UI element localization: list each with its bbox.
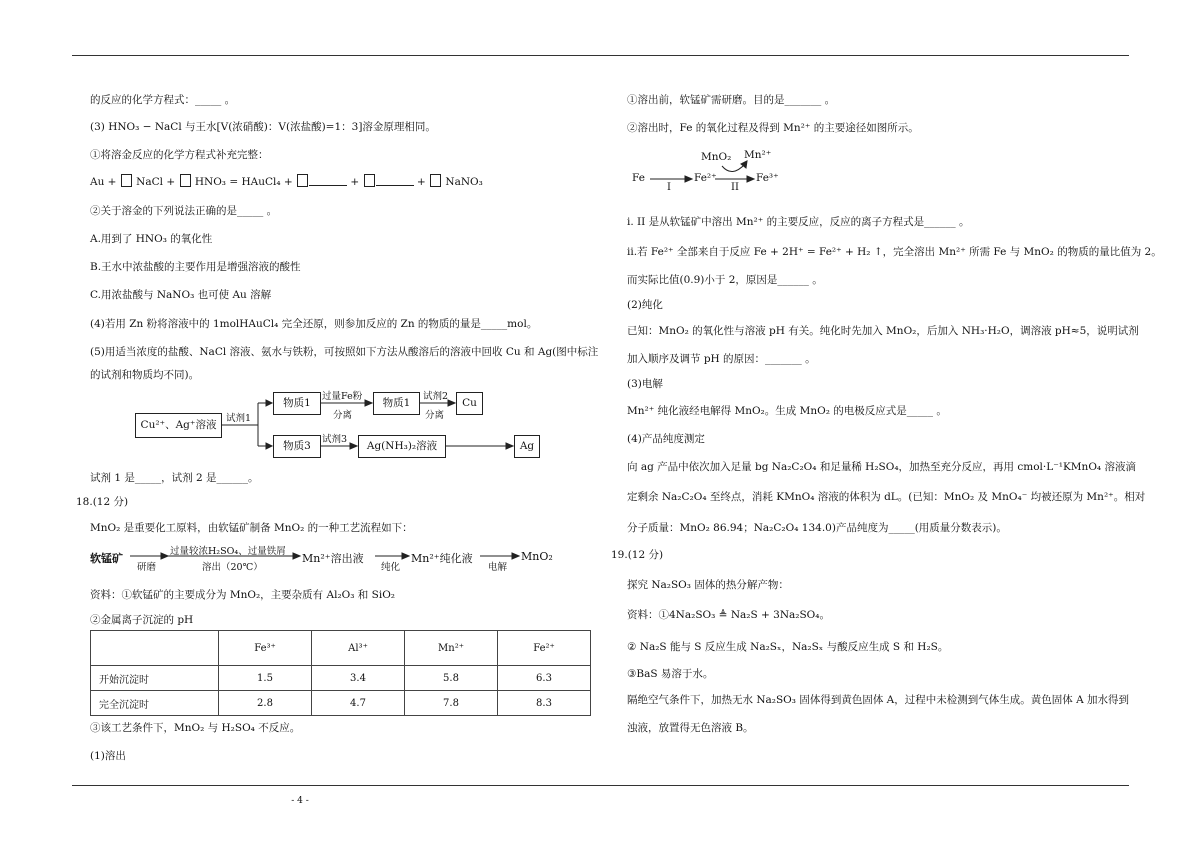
text-line: 的试剂和物质均不同)。: [90, 369, 200, 381]
table-cell: 6.3: [498, 666, 591, 691]
text-line: ③该工艺条件下，MnO₂ 与 H₂SO₄ 不反应。: [90, 722, 301, 734]
text-line: (2)纯化: [627, 299, 663, 311]
text-line: 浊液，放置得无色溶液 B。: [627, 722, 754, 734]
table-cell: 1.5: [219, 666, 312, 691]
flow-box-sub1b: 物质1: [373, 392, 420, 415]
table-cell: Fe²⁺: [498, 631, 591, 666]
table-cell: 5.8: [405, 666, 498, 691]
table-cell: Fe³⁺: [219, 631, 312, 666]
question-18-header: 18.(12 分): [76, 496, 129, 508]
page-number: - 4 -: [291, 796, 309, 806]
table-cell: 2.8: [219, 691, 312, 716]
table-cell: 7.8: [405, 691, 498, 716]
text-line: 资料：①4Na₂SO₃ ≜ Na₂S + 3Na₂SO₄。: [627, 609, 830, 621]
process-ore: 软锰矿: [90, 552, 123, 565]
table-cell: 开始沉淀时: [91, 666, 219, 691]
eq-part: +: [416, 176, 426, 188]
process-elec: 电解: [488, 562, 508, 573]
flow-box-ag: Ag: [514, 435, 540, 458]
text-line: ①溶出前，软锰矿需研磨。目的是_______ 。: [627, 94, 836, 106]
path-fe: Fe: [632, 172, 645, 184]
text-line: ②溶出时，Fe 的氧化过程及得到 Mn²⁺ 的主要途径如图所示。: [627, 122, 919, 134]
table-cell: 4.7: [312, 691, 405, 716]
text-line: ①将溶金反应的化学方程式补充完整：: [90, 149, 269, 161]
process-condition: 过量较浓H₂SO₄、过量铁屑: [170, 546, 286, 557]
text-line: 已知：MnO₂ 的氧化性与溶液 pH 有关。纯化时先加入 MnO₂，后加入 NH₃·H₂O，调溶液 pH≈5，说明试剂: [627, 325, 1139, 337]
text-line: 的反应的化学方程式：_____ 。: [90, 94, 236, 106]
text-line: 隔绝空气条件下，加热无水 Na₂SO₃ 固体得到黄色固体 A，过程中未检测到气体生成。黄色固体 A 加水得到: [627, 694, 1130, 706]
process-mn-pure: Mn²⁺纯化液: [411, 552, 473, 565]
path-fe2: Fe²⁺: [694, 172, 717, 184]
flow-box-cu: Cu: [456, 392, 483, 415]
process-mn-leach: Mn²⁺溶出液: [302, 552, 364, 565]
text-line: (4)产品纯度测定: [627, 433, 705, 445]
option-c: C.用浓盐酸与 NaNO₃ 也可使 Au 溶解: [90, 289, 272, 301]
table-cell: Al³⁺: [312, 631, 405, 666]
flow-label-sep1: 分离: [333, 410, 353, 421]
table-cell: 3.4: [312, 666, 405, 691]
text-line: 定剩余 Na₂C₂O₄ 至终点，消耗 KMnO₄ 溶液的体积为 dL。(已知：MnO₂ 及 MnO₄⁻ 均被还原为 Mn²⁺。相对: [627, 491, 1146, 503]
text-line: (4)若用 Zn 粉将溶液中的 1molHAuCl₄ 完全还原，则参加反应的 Zn 的物质的量是_____mol。: [90, 318, 538, 330]
text-line: Mn²⁺ 纯化液经电解得 MnO₂。生成 MnO₂ 的电极反应式是_____ 。: [627, 405, 947, 417]
text-line: ii.若 Fe²⁺ 全部来自于反应 Fe + 2H⁺ = Fe²⁺ + H₂ ↑，完全溶出 Mn²⁺ 所需 Fe 与 MnO₂ 的物质的量比值为 2。: [627, 246, 1162, 258]
flow-label-reagent3: 试剂3: [322, 434, 348, 445]
flow-label-sep2: 分离: [425, 410, 445, 421]
text-line: (5)用适当浓度的盐酸、NaCl 溶液、氨水与铁粉，可按照如下方法从酸溶后的溶液中回收 Cu 和 Ag(图中标注: [90, 346, 599, 358]
table-cell: 完全沉淀时: [91, 691, 219, 716]
question-19-header: 19.(12 分): [611, 549, 664, 561]
text-line: ②金属离子沉淀的 pH: [90, 614, 194, 626]
path-fe3: Fe³⁺: [756, 172, 779, 184]
text-line: 加入顺序及调节 pH 的原因：_______ 。: [627, 353, 816, 365]
path-step-i: I: [667, 182, 671, 193]
text-line: i. II 是从软锰矿中溶出 Mn²⁺ 的主要反应，反应的离子方程式是______ 。: [627, 216, 970, 228]
text-line: 向 ag 产品中依次加入足量 bg Na₂C₂O₄ 和足量稀 H₂SO₄，加热至充分反应，再用 cmol·L⁻¹KMnO₄ 溶液滴: [627, 461, 1136, 473]
process-leach: 溶出（20℃）: [202, 562, 263, 573]
eq-part: NaCl +: [136, 176, 176, 188]
flow-label-reagent1: 试剂1: [226, 413, 252, 424]
text-line: ②关于溶金的下列说法正确的是_____ 。: [90, 205, 278, 217]
text-line: (1)溶出: [90, 750, 126, 762]
text-line: ② Na₂S 能与 S 反应生成 Na₂Sₓ，Na₂Sₓ 与酸反应生成 S 和 H₂S。: [627, 641, 949, 653]
text-line: MnO₂ 是重要化工原料，由软锰矿制备 MnO₂ 的一种工艺流程如下：: [90, 522, 413, 534]
flow-label-fe: 过量Fe粉: [322, 391, 363, 402]
text-line: (3) HNO₃ − NaCl 与王水[V(浓硝酸)：V(浓盐酸)=1：3]溶金原理相同。: [90, 121, 436, 133]
flow-box-sub1: 物质1: [273, 392, 321, 415]
text-line: (3)电解: [627, 378, 663, 390]
path-mn2: Mn²⁺: [744, 149, 772, 161]
text-line: ③BaS 易溶于水。: [627, 668, 714, 680]
process-grind: 研磨: [137, 562, 157, 573]
process-purify: 纯化: [381, 562, 401, 573]
text-line: 试剂 1 是_____，试剂 2 是______。: [90, 472, 259, 484]
eq-part: NaNO₃: [445, 176, 483, 188]
table-cell: 8.3: [498, 691, 591, 716]
option-a: A.用到了 HNO₃ 的氧化性: [90, 233, 213, 245]
text-line: 资料：①软锰矿的主要成分为 MnO₂，主要杂质有 Al₂O₃ 和 SiO₂: [90, 589, 396, 601]
table-cell: Mn²⁺: [405, 631, 498, 666]
flow-box-agnh3: Ag(NH₃)₂溶液: [358, 435, 446, 458]
text-line: 而实际比值(0.9)小于 2，原因是______ 。: [627, 274, 823, 286]
path-step-ii: II: [731, 182, 739, 193]
eq-part: +: [350, 176, 360, 188]
flow-label-reagent2: 试剂2: [423, 391, 449, 402]
eq-part: Au +: [90, 176, 117, 188]
text-line: 分子质量：MnO₂ 86.94；Na₂C₂O₄ 134.0)产品纯度为_____(用质量分数表示)。: [627, 522, 1007, 534]
path-mno2: MnO₂: [701, 151, 732, 163]
flow-box-sub3: 物质3: [273, 435, 321, 458]
process-product: MnO₂: [521, 550, 553, 563]
option-b: B.王水中浓盐酸的主要作用是增强溶液的酸性: [90, 261, 301, 273]
eq-part: HNO₃ = HAuCl₄ +: [194, 176, 293, 188]
flow-box-start: Cu²⁺、Ag⁺溶液: [135, 413, 222, 438]
text-line: 探究 Na₂SO₃ 固体的热分解产物：: [627, 579, 789, 591]
